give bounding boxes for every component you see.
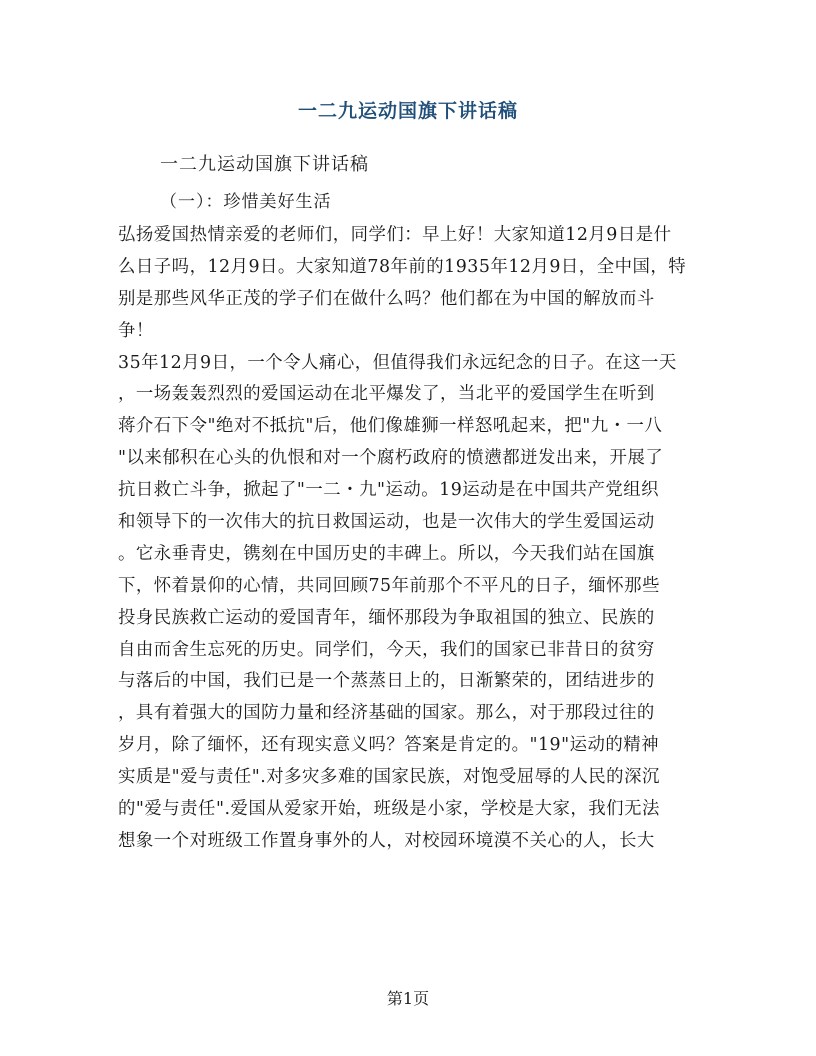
text-line: "以来郁积在心头的仇恨和对一个腐朽政府的愤懑都迸发出来，开展了 xyxy=(118,448,664,469)
text-line: 抗日救亡斗争，掀起了"一二・九"运动。19运动是在中国共产党组织 xyxy=(118,480,660,501)
text-line: 弘扬爱国热情亲爱的老师们，同学们：早上好！大家知道12月9日是什 xyxy=(118,225,672,245)
text-line: 实质是"爱与责任".对多灾多难的国家民族，对饱受屈辱的人民的深沉 xyxy=(118,767,660,788)
text-line: 争！ xyxy=(118,320,154,341)
text-line: 么日子吗，12月9日。大家知道78年前的1935年12月9日，全中国，特 xyxy=(118,256,687,277)
document-subtitle: 一二九运动国旗下讲话稿 xyxy=(160,154,369,175)
section-heading: （一）：珍惜美好生活 xyxy=(160,192,332,212)
text-line: 和领导下的一次伟大的抗日救国运动，也是一次伟大的学生爱国运动 xyxy=(118,512,655,533)
document-title: 一二九运动国旗下讲话稿 xyxy=(297,100,518,122)
text-line: 。它永垂青史，镌刻在中国历史的丰碑上。所以，今天我们站在国旗 xyxy=(118,543,655,564)
text-line: 自由而舍生忘死的历史。同学们，今天，我们的国家已非昔日的贫穷 xyxy=(118,639,655,660)
text-line: 与落后的中国，我们已是一个蒸蒸日上的，日渐繁荣的，团结进步的 xyxy=(118,671,655,692)
text-line: 别是那些风华正茂的学子们在做什么吗？他们都在为中国的解放而斗 xyxy=(118,288,655,309)
body-text xyxy=(118,220,708,858)
text-line: 35年12月9日，一个令人痛心，但值得我们永远纪念的日子。在这一天 xyxy=(118,352,677,373)
text-line: 下，怀着景仰的心情，共同回顾75年前那个不平凡的日子，缅怀那些 xyxy=(118,575,660,596)
text-line: 投身民族救亡运动的爱国青年，缅怀那段为争取祖国的独立、民族的 xyxy=(118,607,655,628)
text-line: 的"爱与责任".爱国从爱家开始，班级是小家，学校是大家，我们无法 xyxy=(118,799,660,820)
text-line: 岁月，除了缅怀，还有现实意义吗？答案是肯定的。"19"运动的精神 xyxy=(118,735,660,756)
text-line: 想象一个对班级工作置身事外的人，对校园环境漠不关心的人，长大 xyxy=(118,830,655,851)
text-line: 蒋介石下令"绝对不抵抗"后，他们像雄狮一样怒吼起来，把"九・一八 xyxy=(118,416,663,437)
text-line: ，具有着强大的国防力量和经济基础的国家。那么，对于那段过往的 xyxy=(118,703,655,724)
text-line: ，一场轰轰烈烈的爱国运动在北平爆发了，当北平的爱国学生在听到 xyxy=(118,384,655,405)
page-number: 第1页 xyxy=(386,989,430,1008)
